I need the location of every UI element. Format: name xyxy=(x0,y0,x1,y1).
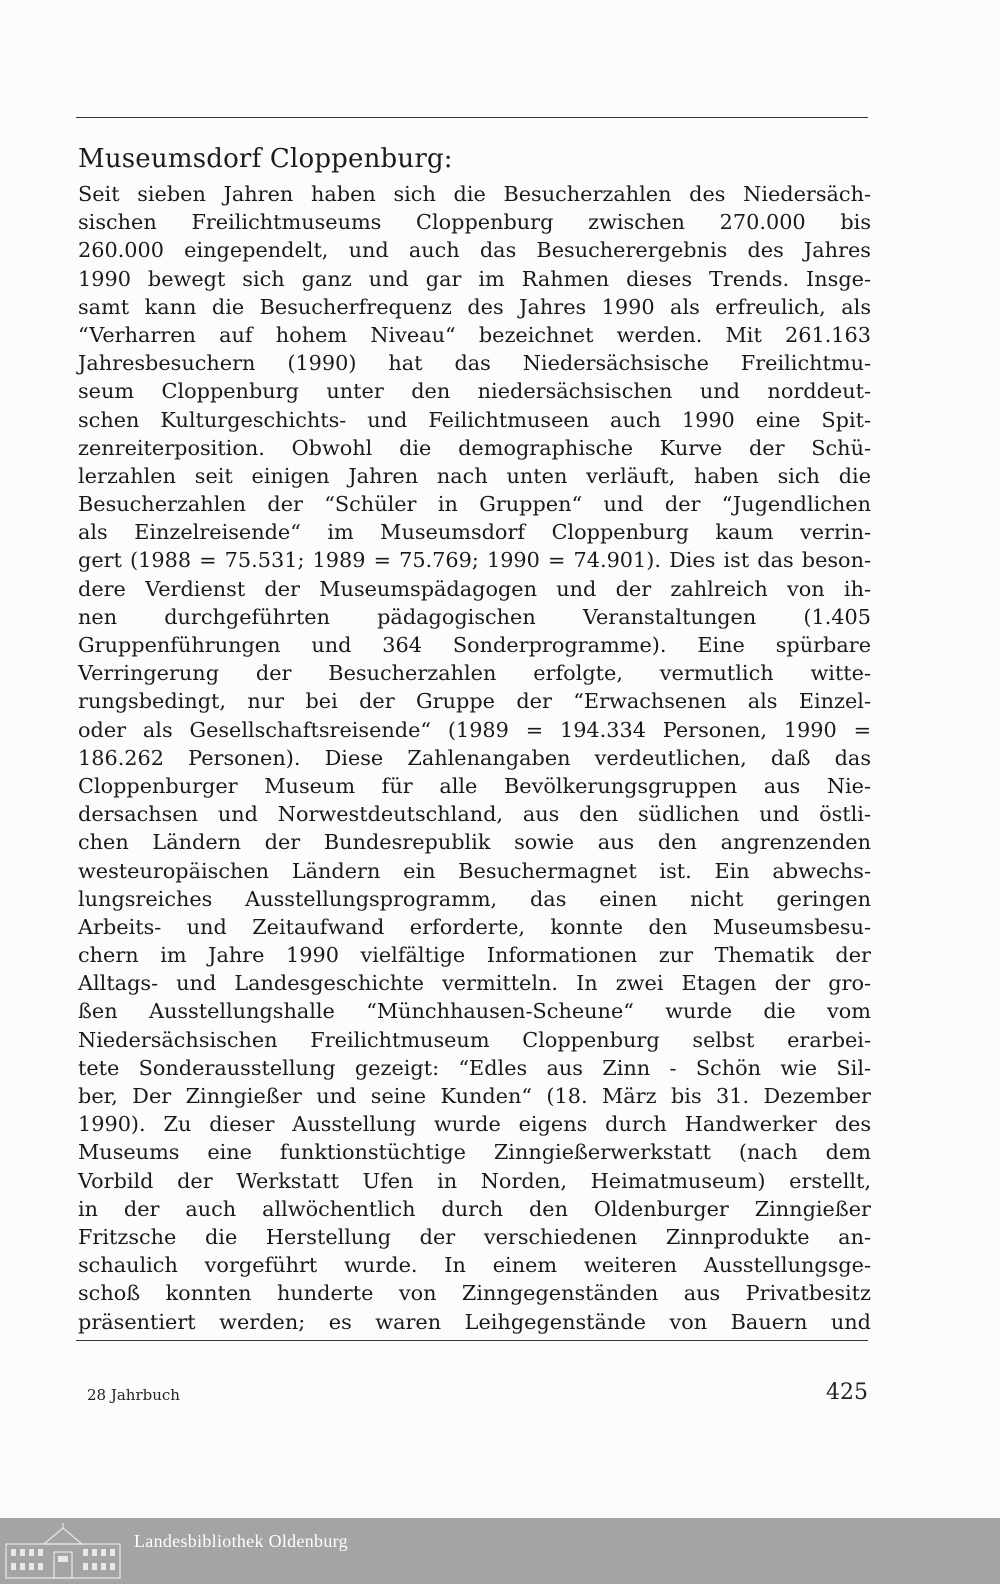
paragraph-line: schaulich vorgeführt wurde. In einem weiteren Ausstellungsge- xyxy=(78,1253,871,1278)
paragraph-line: Gruppenführungen und 364 Sonderprogramme). Eine spürbare xyxy=(78,633,871,657)
paragraph-line: als Einzelreisende“ im Museumsdorf Cloppenburg kaum verrin- xyxy=(78,520,871,545)
paragraph-line: Arbeits- und Zeitaufwand erforderte, konnte den Museumsbesu- xyxy=(78,914,871,939)
paragraph-line: oder als Gesellschaftsreisende“ (1989 = 194.334 Personen, 1990 = xyxy=(78,717,871,742)
paragraph-line: westeuropäischen Ländern ein Besuchermagnet ist. Ein abwechs- xyxy=(78,858,871,883)
paragraph-line: rungsbedingt, nur bei der Gruppe der “Erwachsenen als Einzel- xyxy=(78,689,871,714)
paragraph-line: ber, Der Zinngießer und seine Kunden“ (18. März bis 31. Dezember xyxy=(78,1084,871,1108)
paragraph-line: ßen Ausstellungshalle “Münchhausen-Scheune“ wurde die vom xyxy=(78,999,871,1024)
paragraph-line: nen durchgeführten pädagogischen Veranstaltungen (1.405 xyxy=(78,604,871,629)
paragraph-line: Jahresbesuchern (1990) hat das Niedersächsische Freilichtmu- xyxy=(78,351,871,376)
page-number: 425 xyxy=(826,1380,868,1405)
paragraph-line: lungsreiches Ausstellungsprogramm, das einen nicht geringen xyxy=(78,886,871,911)
paragraph-line: Niedersächsischen Freilichtmuseum Cloppenburg selbst erarbei- xyxy=(78,1027,871,1052)
top-rule xyxy=(76,117,868,118)
paragraph-line: 186.262 Personen). Diese Zahlenangaben verdeutlichen, daß das xyxy=(78,745,871,770)
library-name: Landesbibliothek Oldenburg xyxy=(134,1531,348,1551)
library-building-icon xyxy=(4,1522,122,1580)
paragraph-line: sischen Freilichtmuseums Cloppenburg zwischen 270.000 bis xyxy=(78,210,871,235)
paragraph-line: “Verharren auf hohem Niveau“ bezeichnet werden. Mit 261.163 xyxy=(78,322,871,347)
paragraph-line: präsentiert werden; es waren Leihgegenstände von Bauern und xyxy=(78,1309,871,1334)
paragraph-line: Cloppenburger Museum für alle Bevölkerungsgruppen aus Nie- xyxy=(78,773,871,798)
paragraph-line: chen Ländern der Bundesrepublik sowie aus den angrenzenden xyxy=(78,830,871,855)
paragraph-line: Museums eine funktionstüchtige Zinngießerwerkstatt (nach dem xyxy=(78,1140,871,1165)
paragraph-line: samt kann die Besucherfrequenz des Jahres 1990 als erfreulich, als xyxy=(78,294,871,319)
paragraph-line: dersachsen und Norwestdeutschland, aus den südlichen und östli- xyxy=(78,802,871,827)
paragraph-line: Verringerung der Besucherzahlen erfolgte, vermutlich witte- xyxy=(78,661,871,686)
paragraph-line: Fritzsche die Herstellung der verschiedenen Zinnprodukte an- xyxy=(78,1224,871,1249)
paragraph-line: Vorbild der Werkstatt Ufen in Norden, Heimatmuseum) erstellt, xyxy=(78,1168,871,1193)
body-paragraph xyxy=(78,180,871,1336)
paragraph-line: 260.000 eingependelt, und auch das Besucherergebnis des Jahres xyxy=(78,238,871,263)
paragraph-line: 1990). Zu dieser Ausstellung wurde eigens durch Handwerker des xyxy=(78,1112,871,1137)
paragraph-line: dere Verdienst der Museumspädagogen und der zahlreich von ih- xyxy=(78,576,871,601)
paragraph-line: tete Sonderausstellung gezeigt: “Edles aus Zinn - Schön wie Sil- xyxy=(78,1055,871,1080)
paragraph-line: schoß konnten hunderte von Zinngegenständen aus Privatbesitz xyxy=(78,1281,871,1306)
paragraph-line: zenreiterposition. Obwohl die demographische Kurve der Schü- xyxy=(78,435,871,460)
paragraph-line: lerzahlen seit einigen Jahren nach unten verläuft, haben sich die xyxy=(78,463,871,488)
bottom-rule xyxy=(76,1340,868,1341)
paragraph-line: Alltags- und Landesgeschichte vermitteln. In zwei Etagen der gro- xyxy=(78,971,871,996)
paragraph-line: chern im Jahre 1990 vielfältige Informationen zur Thematik der xyxy=(78,943,871,968)
paragraph-line: Seit sieben Jahren haben sich die Besucherzahlen des Niedersäch- xyxy=(78,182,871,206)
signature-mark: 28 Jahrbuch xyxy=(87,1386,180,1404)
section-heading: Museumsdorf Cloppenburg: xyxy=(78,144,453,174)
paragraph-line: seum Cloppenburg unter den niedersächsischen und norddeut- xyxy=(78,379,871,404)
paragraph-line: gert (1988 = 75.531; 1989 = 75.769; 1990 = 74.901). Dies ist das beson- xyxy=(78,548,871,573)
paragraph-line: 1990 bewegt sich ganz und gar im Rahmen dieses Trends. Insge- xyxy=(78,266,871,291)
paragraph-line: in der auch allwöchentlich durch den Oldenburger Zinngießer xyxy=(78,1196,871,1221)
paragraph-line: Besucherzahlen der “Schüler in Gruppen“ und der “Jugendlichen xyxy=(78,492,871,517)
paragraph-line: schen Kulturgeschichts- und Feilichtmuseen auch 1990 eine Spit- xyxy=(78,407,871,432)
